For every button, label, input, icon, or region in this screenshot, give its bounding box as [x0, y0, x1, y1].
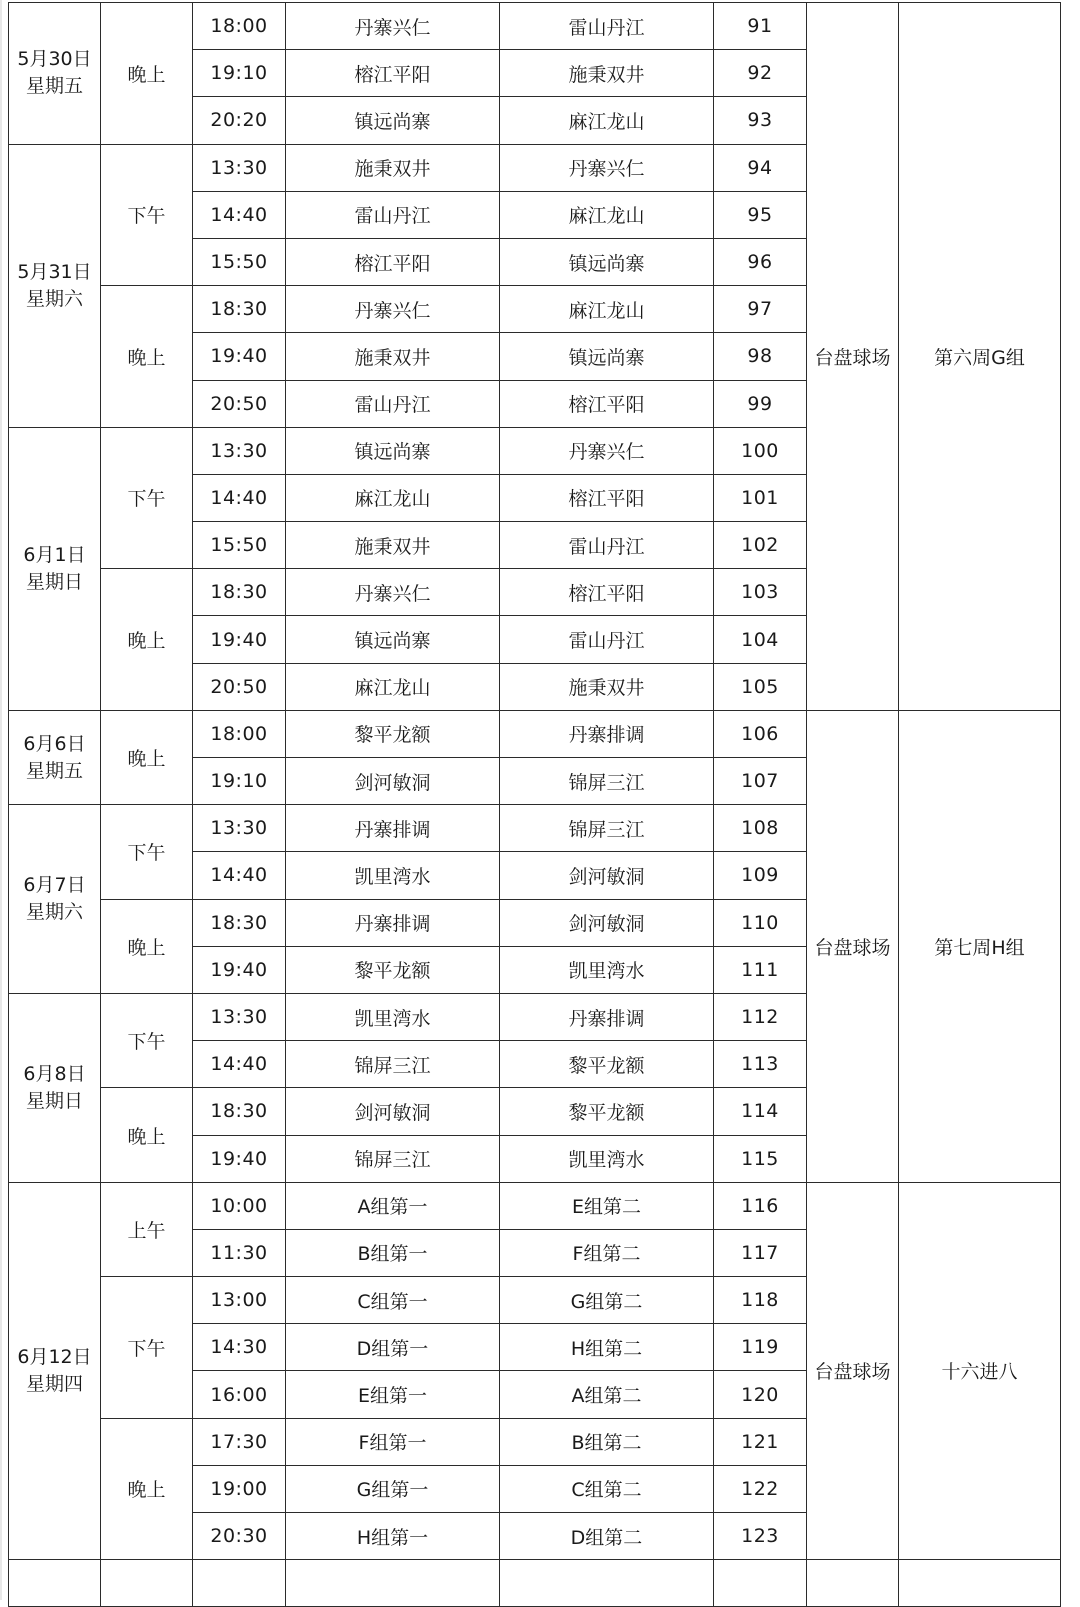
- home-team: H组第一: [286, 1513, 500, 1560]
- match-date: 5月30日: [17, 48, 92, 71]
- kickoff-time: 20:50: [193, 663, 286, 710]
- kickoff-time: 16:00: [193, 1371, 286, 1418]
- match-number: 104: [714, 616, 807, 663]
- match-number: 115: [714, 1135, 807, 1182]
- kickoff-time: 18:00: [193, 710, 286, 757]
- match-number: 121: [714, 1418, 807, 1465]
- date-cell: [9, 144, 101, 427]
- kickoff-time: 18:30: [193, 899, 286, 946]
- home-team: 施秉双井: [286, 522, 500, 569]
- kickoff-time: 19:00: [193, 1465, 286, 1512]
- home-team: 施秉双井: [286, 333, 500, 380]
- away-team: 锦屏三江: [500, 758, 714, 805]
- date-cell: [9, 993, 101, 1182]
- kickoff-time: 14:40: [193, 474, 286, 521]
- venue-cell: 台盘球场: [807, 710, 899, 1182]
- home-team: 丹寨排调: [286, 899, 500, 946]
- home-team: G组第一: [286, 1465, 500, 1512]
- match-number: 107: [714, 758, 807, 805]
- kickoff-time: 14:40: [193, 191, 286, 238]
- home-team: 镇远尚寨: [286, 616, 500, 663]
- kickoff-time: 19:10: [193, 758, 286, 805]
- home-team: 剑河敏洞: [286, 1088, 500, 1135]
- home-team: 镇远尚寨: [286, 427, 500, 474]
- match-number: 110: [714, 899, 807, 946]
- kickoff-time: 13:30: [193, 427, 286, 474]
- session-cell: 下午: [101, 1277, 193, 1419]
- home-team: 镇远尚寨: [286, 97, 500, 144]
- home-team: 锦屏三江: [286, 1135, 500, 1182]
- match-number: 101: [714, 474, 807, 521]
- home-team: D组第一: [286, 1324, 500, 1371]
- match-date: 6月7日: [23, 874, 86, 897]
- round-cell: 第七周H组: [899, 710, 1061, 1182]
- match-number: 92: [714, 50, 807, 97]
- away-team: 剑河敏洞: [500, 852, 714, 899]
- away-team: E组第二: [500, 1182, 714, 1229]
- home-team: 丹寨排调: [286, 805, 500, 852]
- away-team: 丹寨兴仁: [500, 144, 714, 191]
- kickoff-time: 14:30: [193, 1324, 286, 1371]
- match-date: 6月1日: [23, 543, 86, 566]
- session-cell: 下午: [101, 427, 193, 569]
- match-number: 91: [714, 3, 807, 50]
- match-number: 100: [714, 427, 807, 474]
- away-team: 榕江平阳: [500, 380, 714, 427]
- home-team: 凯里湾水: [286, 852, 500, 899]
- match-number: 102: [714, 522, 807, 569]
- home-team: 凯里湾水: [286, 993, 500, 1040]
- kickoff-time: 18:30: [193, 569, 286, 616]
- match-number: 106: [714, 710, 807, 757]
- session-cell: 上午: [101, 1182, 193, 1276]
- match-row: [9, 3, 1061, 50]
- session-cell: 下午: [101, 805, 193, 899]
- match-number: 123: [714, 1513, 807, 1560]
- kickoff-time: 13:00: [193, 1277, 286, 1324]
- session-cell: 晚上: [101, 569, 193, 711]
- match-date: 5月31日: [17, 260, 92, 283]
- match-number: 96: [714, 238, 807, 285]
- match-number: 119: [714, 1324, 807, 1371]
- match-weekday: 星期日: [25, 570, 83, 593]
- session-cell: 晚上: [101, 899, 193, 993]
- kickoff-time: 19:10: [193, 50, 286, 97]
- home-team: 黎平龙额: [286, 710, 500, 757]
- away-team: 黎平龙额: [500, 1088, 714, 1135]
- kickoff-time: 19:40: [193, 616, 286, 663]
- kickoff-time: 20:50: [193, 380, 286, 427]
- away-team: 丹寨兴仁: [500, 427, 714, 474]
- match-weekday: 星期六: [25, 901, 83, 924]
- date-cell: [9, 427, 101, 710]
- away-team: B组第二: [500, 1418, 714, 1465]
- session-cell: 晚上: [101, 3, 193, 145]
- match-number: 117: [714, 1229, 807, 1276]
- kickoff-time: 13:30: [193, 805, 286, 852]
- home-team: 麻江龙山: [286, 474, 500, 521]
- away-team: 雷山丹江: [500, 522, 714, 569]
- home-team: 锦屏三江: [286, 1041, 500, 1088]
- date-cell: [9, 710, 101, 804]
- away-team: 剑河敏洞: [500, 899, 714, 946]
- away-team: 镇远尚寨: [500, 238, 714, 285]
- match-number: 113: [714, 1041, 807, 1088]
- match-weekday: 星期六: [25, 287, 83, 310]
- kickoff-time: 14:40: [193, 1041, 286, 1088]
- match-number: 94: [714, 144, 807, 191]
- away-team: 凯里湾水: [500, 1135, 714, 1182]
- away-team: D组第二: [500, 1513, 714, 1560]
- kickoff-time: 20:30: [193, 1513, 286, 1560]
- home-team: 黎平龙额: [286, 946, 500, 993]
- away-team: 镇远尚寨: [500, 333, 714, 380]
- kickoff-time: 19:40: [193, 946, 286, 993]
- match-number: 108: [714, 805, 807, 852]
- sheet-left-edge: [0, 0, 2, 1600]
- match-weekday: 星期五: [25, 759, 83, 782]
- away-team: 雷山丹江: [500, 616, 714, 663]
- home-team: F组第一: [286, 1418, 500, 1465]
- kickoff-time: 15:50: [193, 522, 286, 569]
- kickoff-time: 17:30: [193, 1418, 286, 1465]
- kickoff-time: 13:30: [193, 144, 286, 191]
- away-team: A组第二: [500, 1371, 714, 1418]
- session-cell: 晚上: [101, 1418, 193, 1560]
- home-team: E组第一: [286, 1371, 500, 1418]
- home-team: 丹寨兴仁: [286, 286, 500, 333]
- away-team: F组第二: [500, 1229, 714, 1276]
- kickoff-time: 18:00: [193, 3, 286, 50]
- match-number: 118: [714, 1277, 807, 1324]
- match-weekday: 星期日: [25, 1089, 83, 1112]
- home-team: A组第一: [286, 1182, 500, 1229]
- match-number: 111: [714, 946, 807, 993]
- match-number: 122: [714, 1465, 807, 1512]
- match-number: 95: [714, 191, 807, 238]
- session-cell: 晚上: [101, 1088, 193, 1182]
- session-cell: 下午: [101, 993, 193, 1087]
- away-team: 榕江平阳: [500, 474, 714, 521]
- away-team: C组第二: [500, 1465, 714, 1512]
- match-number: 98: [714, 333, 807, 380]
- match-date: 6月12日: [17, 1345, 92, 1368]
- away-team: 丹寨排调: [500, 993, 714, 1040]
- venue-cell: 台盘球场: [807, 1182, 899, 1560]
- kickoff-time: 14:40: [193, 852, 286, 899]
- match-number: 93: [714, 97, 807, 144]
- kickoff-time: 20:20: [193, 97, 286, 144]
- away-team: 麻江龙山: [500, 191, 714, 238]
- home-team: 榕江平阳: [286, 50, 500, 97]
- session-cell: 晚上: [101, 710, 193, 804]
- home-team: 丹寨兴仁: [286, 3, 500, 50]
- match-number: 116: [714, 1182, 807, 1229]
- date-cell: [9, 805, 101, 994]
- kickoff-time: 19:40: [193, 1135, 286, 1182]
- away-team: 锦屏三江: [500, 805, 714, 852]
- home-team: 丹寨兴仁: [286, 569, 500, 616]
- match-date: 6月6日: [23, 732, 86, 755]
- match-number: 114: [714, 1088, 807, 1135]
- session-cell: 下午: [101, 144, 193, 286]
- home-team: 雷山丹江: [286, 380, 500, 427]
- schedule-body: [9, 3, 1061, 1607]
- home-team: 榕江平阳: [286, 238, 500, 285]
- kickoff-time: 19:40: [193, 333, 286, 380]
- match-row: [9, 710, 1061, 757]
- away-team: 雷山丹江: [500, 3, 714, 50]
- away-team: 麻江龙山: [500, 97, 714, 144]
- kickoff-time: 18:30: [193, 1088, 286, 1135]
- match-number: 97: [714, 286, 807, 333]
- home-team: 施秉双井: [286, 144, 500, 191]
- match-number: 105: [714, 663, 807, 710]
- venue-cell: 台盘球场: [807, 3, 899, 711]
- match-date: 6月8日: [23, 1062, 86, 1085]
- away-team: 施秉双井: [500, 50, 714, 97]
- away-team: 施秉双井: [500, 663, 714, 710]
- date-cell: [9, 1182, 101, 1560]
- match-number: 112: [714, 993, 807, 1040]
- away-team: 凯里湾水: [500, 946, 714, 993]
- round-cell: 十六进八: [899, 1182, 1061, 1560]
- kickoff-time: 11:30: [193, 1229, 286, 1276]
- kickoff-time: 10:00: [193, 1182, 286, 1229]
- kickoff-time: 15:50: [193, 238, 286, 285]
- match-number: 103: [714, 569, 807, 616]
- kickoff-time: 13:30: [193, 993, 286, 1040]
- date-cell: [9, 3, 101, 145]
- match-weekday: 星期五: [25, 75, 83, 98]
- match-number: 109: [714, 852, 807, 899]
- match-number: 120: [714, 1371, 807, 1418]
- home-team: B组第一: [286, 1229, 500, 1276]
- session-cell: 晚上: [101, 286, 193, 428]
- match-number: 99: [714, 380, 807, 427]
- away-team: H组第二: [500, 1324, 714, 1371]
- away-team: 丹寨排调: [500, 710, 714, 757]
- home-team: 麻江龙山: [286, 663, 500, 710]
- away-team: 黎平龙额: [500, 1041, 714, 1088]
- away-team: 麻江龙山: [500, 286, 714, 333]
- round-cell: 第六周G组: [899, 3, 1061, 711]
- away-team: G组第二: [500, 1277, 714, 1324]
- home-team: 剑河敏洞: [286, 758, 500, 805]
- home-team: 雷山丹江: [286, 191, 500, 238]
- home-team: C组第一: [286, 1277, 500, 1324]
- match-weekday: 星期四: [25, 1372, 83, 1395]
- kickoff-time: 18:30: [193, 286, 286, 333]
- match-row: [9, 1182, 1061, 1229]
- away-team: 榕江平阳: [500, 569, 714, 616]
- schedule-table: [8, 2, 1061, 1607]
